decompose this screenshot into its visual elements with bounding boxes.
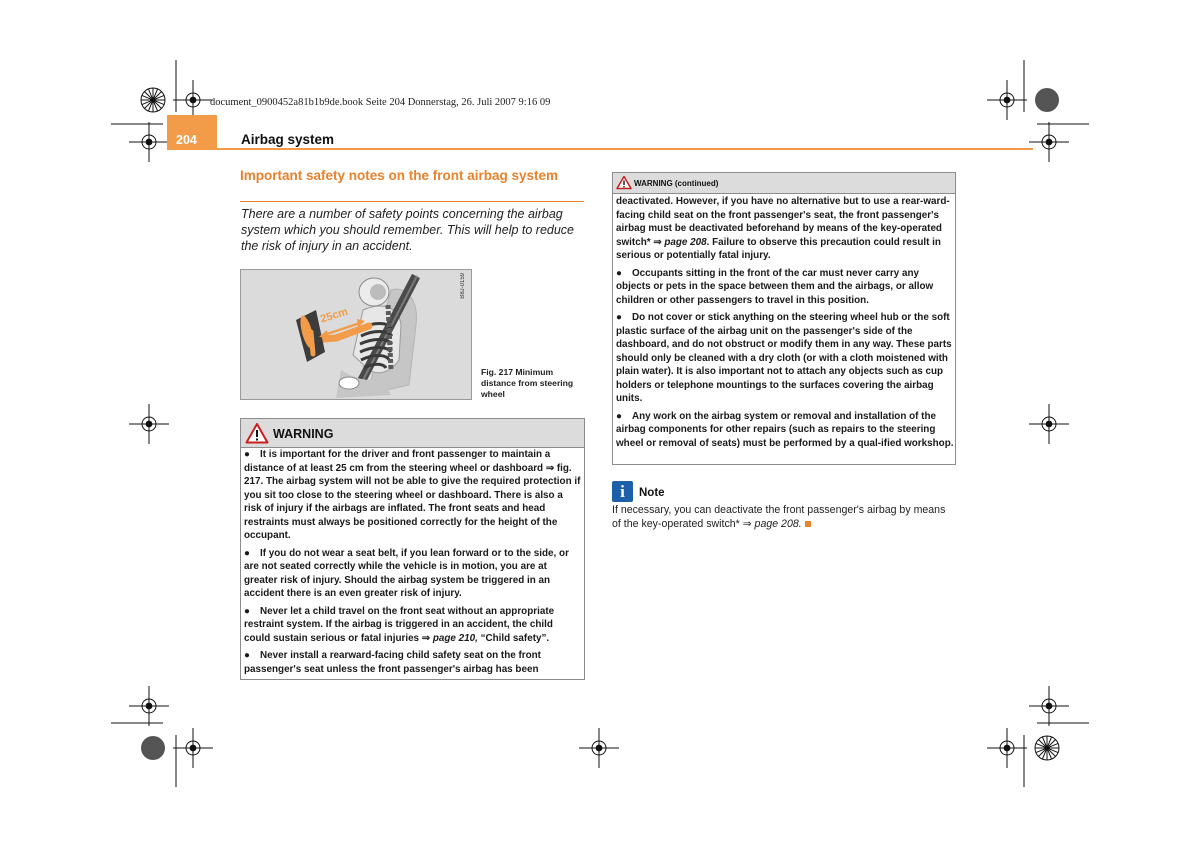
warning-continued-header <box>613 173 955 194</box>
warning-item <box>616 311 954 406</box>
bullet: ● <box>244 650 250 661</box>
warning-item <box>244 448 582 543</box>
note-title: Note <box>639 487 665 499</box>
warning-item <box>244 547 582 601</box>
warning-text: Never install a rearward-facing child safety seat on the front passenger's seat unless the front passenger's airbag has been <box>244 650 541 675</box>
bullet: ● <box>616 312 622 323</box>
bullet: ● <box>244 605 250 617</box>
warning-continued-body <box>616 195 954 454</box>
warning-text: deactivated. However, if you have no alternative but to use a rear-ward-facing child seat on the front passenger's seat, the front passenger's airbag must be deactivated beforehand by means of the key-operated switch* ⇒ <box>616 196 950 248</box>
note-text <box>612 503 957 531</box>
figure-steering-distance <box>240 269 472 400</box>
bullet: ● <box>616 410 622 422</box>
info-icon <box>612 481 633 502</box>
warning-text: “Child safety”. <box>477 632 550 644</box>
warning-lead <box>616 195 954 263</box>
section-rule <box>240 201 584 202</box>
warning-label: WARNING <box>273 427 334 441</box>
warning-triangle-icon <box>245 422 269 444</box>
figure-caption: Fig. 217 Minimum distance from steering wheel <box>481 367 574 399</box>
warning-text: Any work on the airbag system or removal and installation of the airbag components for other repairs (such as repairs to the steering wheel or removal of seats) must be performed by a qual-ified workshop. <box>616 410 954 449</box>
bullet: ● <box>244 547 250 559</box>
page-reference: page 210, <box>432 632 478 644</box>
warning-text: Do not cover or stick anything on the steering wheel hub or the soft plastic surface of the airbag unit on the passenger's side of the dashboard, and do not obstruct or modify them in any way. These parts should only be cleaned with a dry cloth (or with a cloth moistened with plain water). It is also important not to attach any objects such as cup holders or telephone mountings to the surfaces covering the airbag units. <box>616 312 952 404</box>
warning-text: . The airbag system will not be able to give the required protection if you sit too close to the steering wheel or dashboard. There is also a risk of injury if the airbags are inflated. The front seats and head restraints must always be positioned correctly for the height of the occupant. <box>244 476 581 541</box>
page-number: 204 <box>176 133 197 147</box>
warning-header <box>241 419 584 448</box>
page-reference: page 208 <box>664 236 707 248</box>
warning-text: Occupants sitting in the front of the car must never carry any objects or pets in the space between them and the airbags, or allow children or other passengers to travel in this position. <box>616 267 934 306</box>
warning-text: If you do not wear a seat belt, if you lean forward or to the side, or are not seated correctly while the vehicle is in motion, you are at greater risk of injury. Should the airbag system be triggered in an accident there is an even greater risk of injury. <box>244 547 569 599</box>
page-reference: page 208. <box>754 518 802 530</box>
warning-item <box>244 649 582 676</box>
bullet: ● <box>616 267 622 279</box>
warning-triangle-icon <box>616 175 632 190</box>
warning-text: . Failure to observe this precaution could result in serious or potentially fatal injury. <box>616 236 941 261</box>
distance-label: 25cm <box>319 305 350 326</box>
warning-item <box>616 267 954 308</box>
section-intro: There are a number of safety points concerning the airbag system which you should remember. This will help to reduce the risk of injury in an accident. <box>241 207 575 253</box>
note-body: If necessary, you can deactivate the front passenger's airbag by means of the key-operated switch* ⇒ <box>612 504 946 530</box>
warning-item <box>244 605 582 646</box>
warning-body <box>244 448 582 680</box>
figure-reference: fig. 217 <box>244 462 572 487</box>
figure-code: B8J-0159 <box>460 273 466 299</box>
print-slug: document_0900452a81b1b9de.book Seite 204 Donnerstag, 26. Juli 2007 9:16 09 <box>210 97 551 108</box>
warning-box <box>240 418 585 680</box>
header-rule <box>167 148 1033 150</box>
section-title: Important safety notes on the front airbag system <box>240 168 559 183</box>
warning-text: It is important for the driver and front passenger to maintain a distance of at least 25 cm from the steering wheel or dashboard ⇒ <box>244 449 557 474</box>
end-of-section-marker <box>805 521 811 527</box>
warning-continued-label: WARNING (continued) <box>634 179 719 188</box>
info-icon-glyph: i <box>620 482 625 501</box>
warning-item <box>616 410 954 451</box>
bullet: ● <box>244 449 250 460</box>
driver-illustration <box>241 270 471 399</box>
warning-text: Never let a child travel on the front seat without an appropriate restraint system. If the airbag is triggered in an accident, the child could sustain serious or fatal injuries ⇒ <box>244 605 555 644</box>
warning-continued-box <box>612 172 956 465</box>
chapter-title: Airbag system <box>241 132 335 147</box>
